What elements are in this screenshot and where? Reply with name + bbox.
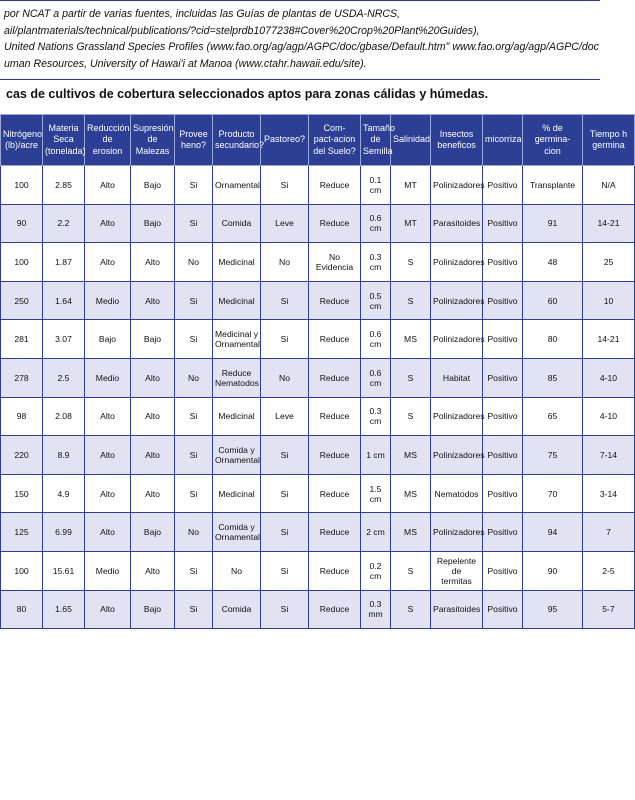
table-cell: 0.6 cm	[361, 358, 391, 397]
table-cell: No	[261, 243, 309, 282]
table-row	[1, 513, 635, 552]
table-cell: Si	[175, 397, 213, 436]
table-cell: 0.5 cm	[361, 281, 391, 320]
table-cell: Si	[261, 474, 309, 513]
column-header: Provee heno?	[175, 115, 213, 166]
column-header: micorriza	[483, 115, 523, 166]
table-row	[1, 358, 635, 397]
table-cell: MT	[391, 204, 431, 243]
table-cell: Bajo	[131, 166, 175, 205]
table-cell: Medio	[85, 551, 131, 590]
table-cell: Alto	[131, 551, 175, 590]
table-cell: Medio	[85, 281, 131, 320]
table-cell: 100	[1, 166, 43, 205]
table-cell: Polinizadores	[431, 281, 483, 320]
table-cell: 2.2	[43, 204, 85, 243]
table-row	[1, 551, 635, 590]
table-cell: 281	[1, 320, 43, 359]
table-cell: Si	[261, 320, 309, 359]
column-header: Nitrógeno (lb)/acre	[1, 115, 43, 166]
table-cell: Reduce	[309, 320, 361, 359]
table-cell: No	[175, 358, 213, 397]
column-header: % de germina- cion	[523, 115, 583, 166]
table-cell: Comida y Ornamental	[213, 513, 261, 552]
table-cell: Si	[261, 513, 309, 552]
table-cell: 3-14	[583, 474, 635, 513]
table-cell: Si	[175, 204, 213, 243]
table-cell: Leve	[261, 397, 309, 436]
table-cell: Si	[175, 320, 213, 359]
table-cell: 4-10	[583, 397, 635, 436]
table-cell: Positivo	[483, 320, 523, 359]
table-cell: 3.07	[43, 320, 85, 359]
table-cell: Si	[175, 551, 213, 590]
table-cell: 0.6 cm	[361, 320, 391, 359]
table-cell: 14-21	[583, 204, 635, 243]
table-cell: 250	[1, 281, 43, 320]
table-cell: Medio	[85, 358, 131, 397]
table-cell: 95	[523, 590, 583, 629]
table-cell: Bajo	[85, 320, 131, 359]
table-cell: Si	[175, 166, 213, 205]
table-cell: Habitat	[431, 358, 483, 397]
table-cell: 4.9	[43, 474, 85, 513]
table-cell: Alto	[131, 358, 175, 397]
table-cell: Reduce	[309, 513, 361, 552]
table-cell: 1.87	[43, 243, 85, 282]
table-cell: Positivo	[483, 358, 523, 397]
table-cell: Parasitoides	[431, 204, 483, 243]
table-cell: Bajo	[131, 513, 175, 552]
table-row	[1, 397, 635, 436]
table-cell: 75	[523, 436, 583, 475]
table-cell: Alto	[131, 474, 175, 513]
table-cell: Polinizadores	[431, 243, 483, 282]
table-cell: 1.5 cm	[361, 474, 391, 513]
table-cell: Medicinal	[213, 397, 261, 436]
table-body	[1, 166, 635, 629]
table-cell: No	[175, 243, 213, 282]
table-cell: 125	[1, 513, 43, 552]
table-cell: No	[261, 358, 309, 397]
table-cell: 80	[1, 590, 43, 629]
table-cell: Si	[261, 551, 309, 590]
column-header: Tamaño de Semilla	[361, 115, 391, 166]
column-header: Materia Seca (tonelada)	[43, 115, 85, 166]
table-cell: 98	[1, 397, 43, 436]
table-cell: Positivo	[483, 436, 523, 475]
table-row	[1, 243, 635, 282]
table-cell: MS	[391, 513, 431, 552]
table-cell: Si	[261, 436, 309, 475]
table-row	[1, 590, 635, 629]
table-cell: 4-10	[583, 358, 635, 397]
column-header: Com- pact-acion del Suelo?	[309, 115, 361, 166]
table-row	[1, 320, 635, 359]
table-cell: S	[391, 281, 431, 320]
table-cell: Alto	[85, 474, 131, 513]
source-line-2: ail/plantmaterials/technical/publications/?cid=stelprdb1077238#Cover%20Crop%20Plant%20Guides),	[4, 24, 480, 37]
table-cell: Si	[261, 281, 309, 320]
table-cell: Medicinal	[213, 281, 261, 320]
table-cell: Alto	[85, 590, 131, 629]
table-row	[1, 281, 635, 320]
table-row	[1, 436, 635, 475]
table-cell: 0.6 cm	[361, 204, 391, 243]
table-cell: Polinizadores	[431, 320, 483, 359]
table-cell: Ornamental	[213, 166, 261, 205]
table-cell: Medicinal	[213, 474, 261, 513]
table-cell: 0.3 cm	[361, 397, 391, 436]
table-cell: Positivo	[483, 243, 523, 282]
table-cell: Bajo	[131, 320, 175, 359]
table-cell: Alto	[85, 204, 131, 243]
table-cell: Alto	[85, 397, 131, 436]
table-cell: 2.5	[43, 358, 85, 397]
column-header: Producto secundario?	[213, 115, 261, 166]
table-cell: Reduce	[309, 474, 361, 513]
table-cell: 70	[523, 474, 583, 513]
table-cell: MS	[391, 436, 431, 475]
table-cell: 15.61	[43, 551, 85, 590]
table-cell: 100	[1, 551, 43, 590]
table-cell: Si	[175, 590, 213, 629]
table-cell: Alto	[131, 243, 175, 282]
table-cell: 2.08	[43, 397, 85, 436]
table-caption: cas de cultivos de cobertura seleccionados aptos para zonas cálidas y húmedas.	[6, 87, 489, 101]
table-cell: 150	[1, 474, 43, 513]
table-cell: No Evidencia	[309, 243, 361, 282]
table-cell: 94	[523, 513, 583, 552]
table-cell: MT	[391, 166, 431, 205]
table-cell: Si	[175, 281, 213, 320]
table-cell: Positivo	[483, 281, 523, 320]
table-cell: Reduce	[309, 436, 361, 475]
column-header: Reducción de erosion	[85, 115, 131, 166]
table-cell: 65	[523, 397, 583, 436]
table-header-row	[1, 115, 635, 166]
table-cell: Comida	[213, 204, 261, 243]
table-cell: Polinizadores	[431, 166, 483, 205]
table-cell: 25	[583, 243, 635, 282]
column-header: Tiempo h germina	[583, 115, 635, 166]
table-cell: N/A	[583, 166, 635, 205]
table-cell: Alto	[85, 166, 131, 205]
table-cell: Polinizadores	[431, 513, 483, 552]
table-cell: Nematodos	[431, 474, 483, 513]
table-cell: Positivo	[483, 474, 523, 513]
cover-crop-table	[0, 114, 635, 629]
source-notes	[0, 6, 600, 72]
column-header: Pastoreo?	[261, 115, 309, 166]
table-cell: 0.1 cm	[361, 166, 391, 205]
table-row	[1, 166, 635, 205]
table-cell: 5-7	[583, 590, 635, 629]
table-cell: Alto	[85, 436, 131, 475]
table-cell: Positivo	[483, 204, 523, 243]
section-divider	[0, 79, 600, 80]
table-cell: 10	[583, 281, 635, 320]
table-cell: Si	[175, 474, 213, 513]
table-cell: S	[391, 243, 431, 282]
table-cell: 100	[1, 243, 43, 282]
table-cell: 90	[1, 204, 43, 243]
table-cell: Polinizadores	[431, 397, 483, 436]
table-cell: 80	[523, 320, 583, 359]
table-cell: Medicinal y Ornamental	[213, 320, 261, 359]
table-cell: 7-14	[583, 436, 635, 475]
table-cell: Reduce	[309, 397, 361, 436]
table-cell: 1.65	[43, 590, 85, 629]
table-cell: 2-5	[583, 551, 635, 590]
column-header: Insectos beneficos	[431, 115, 483, 166]
table-cell: Positivo	[483, 590, 523, 629]
table-cell: 278	[1, 358, 43, 397]
table-cell: 91	[523, 204, 583, 243]
table-cell: 85	[523, 358, 583, 397]
table-cell: No	[213, 551, 261, 590]
source-line-3: United Nations Grassland Species Profiles (www.fao.org/ag/agp/AGPC/doc/gbase/Default.htm" www.fao.org/ag/agp/AGPC/doc	[4, 41, 599, 53]
table-cell: 1.64	[43, 281, 85, 320]
top-rule	[0, 0, 600, 1]
table-cell: Polinizadores	[431, 436, 483, 475]
column-header: Supresión de Malezas	[131, 115, 175, 166]
table-cell: Comida y Ornamental	[213, 436, 261, 475]
table-cell: Reduce	[309, 551, 361, 590]
table-cell: 0.3 cm	[361, 243, 391, 282]
table-cell: 90	[523, 551, 583, 590]
table-cell: Si	[175, 436, 213, 475]
table-cell: 60	[523, 281, 583, 320]
table-cell: 0.3 mm	[361, 590, 391, 629]
table-cell: S	[391, 590, 431, 629]
table-cell: Bajo	[131, 590, 175, 629]
table-cell: Repelente de termitas	[431, 551, 483, 590]
table-cell: No	[175, 513, 213, 552]
table-cell: 2 cm	[361, 513, 391, 552]
table-cell: Medicinal	[213, 243, 261, 282]
table-cell: MS	[391, 474, 431, 513]
column-header: Salinidad	[391, 115, 431, 166]
table-cell: Si	[261, 590, 309, 629]
table-cell: 2.85	[43, 166, 85, 205]
cover-crop-table-container	[0, 114, 628, 629]
table-cell: Reduce Nematodos	[213, 358, 261, 397]
table-cell: 1 cm	[361, 436, 391, 475]
table-cell: 7	[583, 513, 635, 552]
table-cell: Alto	[85, 513, 131, 552]
table-cell: Leve	[261, 204, 309, 243]
table-cell: Positivo	[483, 551, 523, 590]
table-cell: Si	[261, 166, 309, 205]
table-cell: Reduce	[309, 204, 361, 243]
table-cell: Parasitoides	[431, 590, 483, 629]
table-cell: 8.9	[43, 436, 85, 475]
table-cell: Bajo	[131, 204, 175, 243]
table-cell: 48	[523, 243, 583, 282]
table-cell: Reduce	[309, 358, 361, 397]
table-cell: Reduce	[309, 166, 361, 205]
table-cell: S	[391, 358, 431, 397]
table-cell: 220	[1, 436, 43, 475]
table-cell: Transplante	[523, 166, 583, 205]
table-cell: Alto	[131, 281, 175, 320]
table-cell: Positivo	[483, 513, 523, 552]
table-cell: 14-21	[583, 320, 635, 359]
table-cell: MS	[391, 320, 431, 359]
table-cell: 6.99	[43, 513, 85, 552]
table-cell: Alto	[131, 397, 175, 436]
table-row	[1, 474, 635, 513]
table-row	[1, 204, 635, 243]
table-cell: Positivo	[483, 166, 523, 205]
source-line-4: uman Resources, University of Hawai'i at Manoa (www.ctahr.hawaii.edu/site).	[4, 57, 367, 70]
table-cell: 0.2 cm	[361, 551, 391, 590]
table-cell: Comida	[213, 590, 261, 629]
table-cell: Reduce	[309, 590, 361, 629]
table-cell: Alto	[85, 243, 131, 282]
table-cell: Positivo	[483, 397, 523, 436]
table-cell: Alto	[131, 436, 175, 475]
table-cell: Reduce	[309, 281, 361, 320]
table-cell: S	[391, 397, 431, 436]
source-line-1: por NCAT a partir de varias fuentes, incluidas las Guías de plantas de USDA-NRCS,	[4, 8, 401, 20]
table-cell: S	[391, 551, 431, 590]
